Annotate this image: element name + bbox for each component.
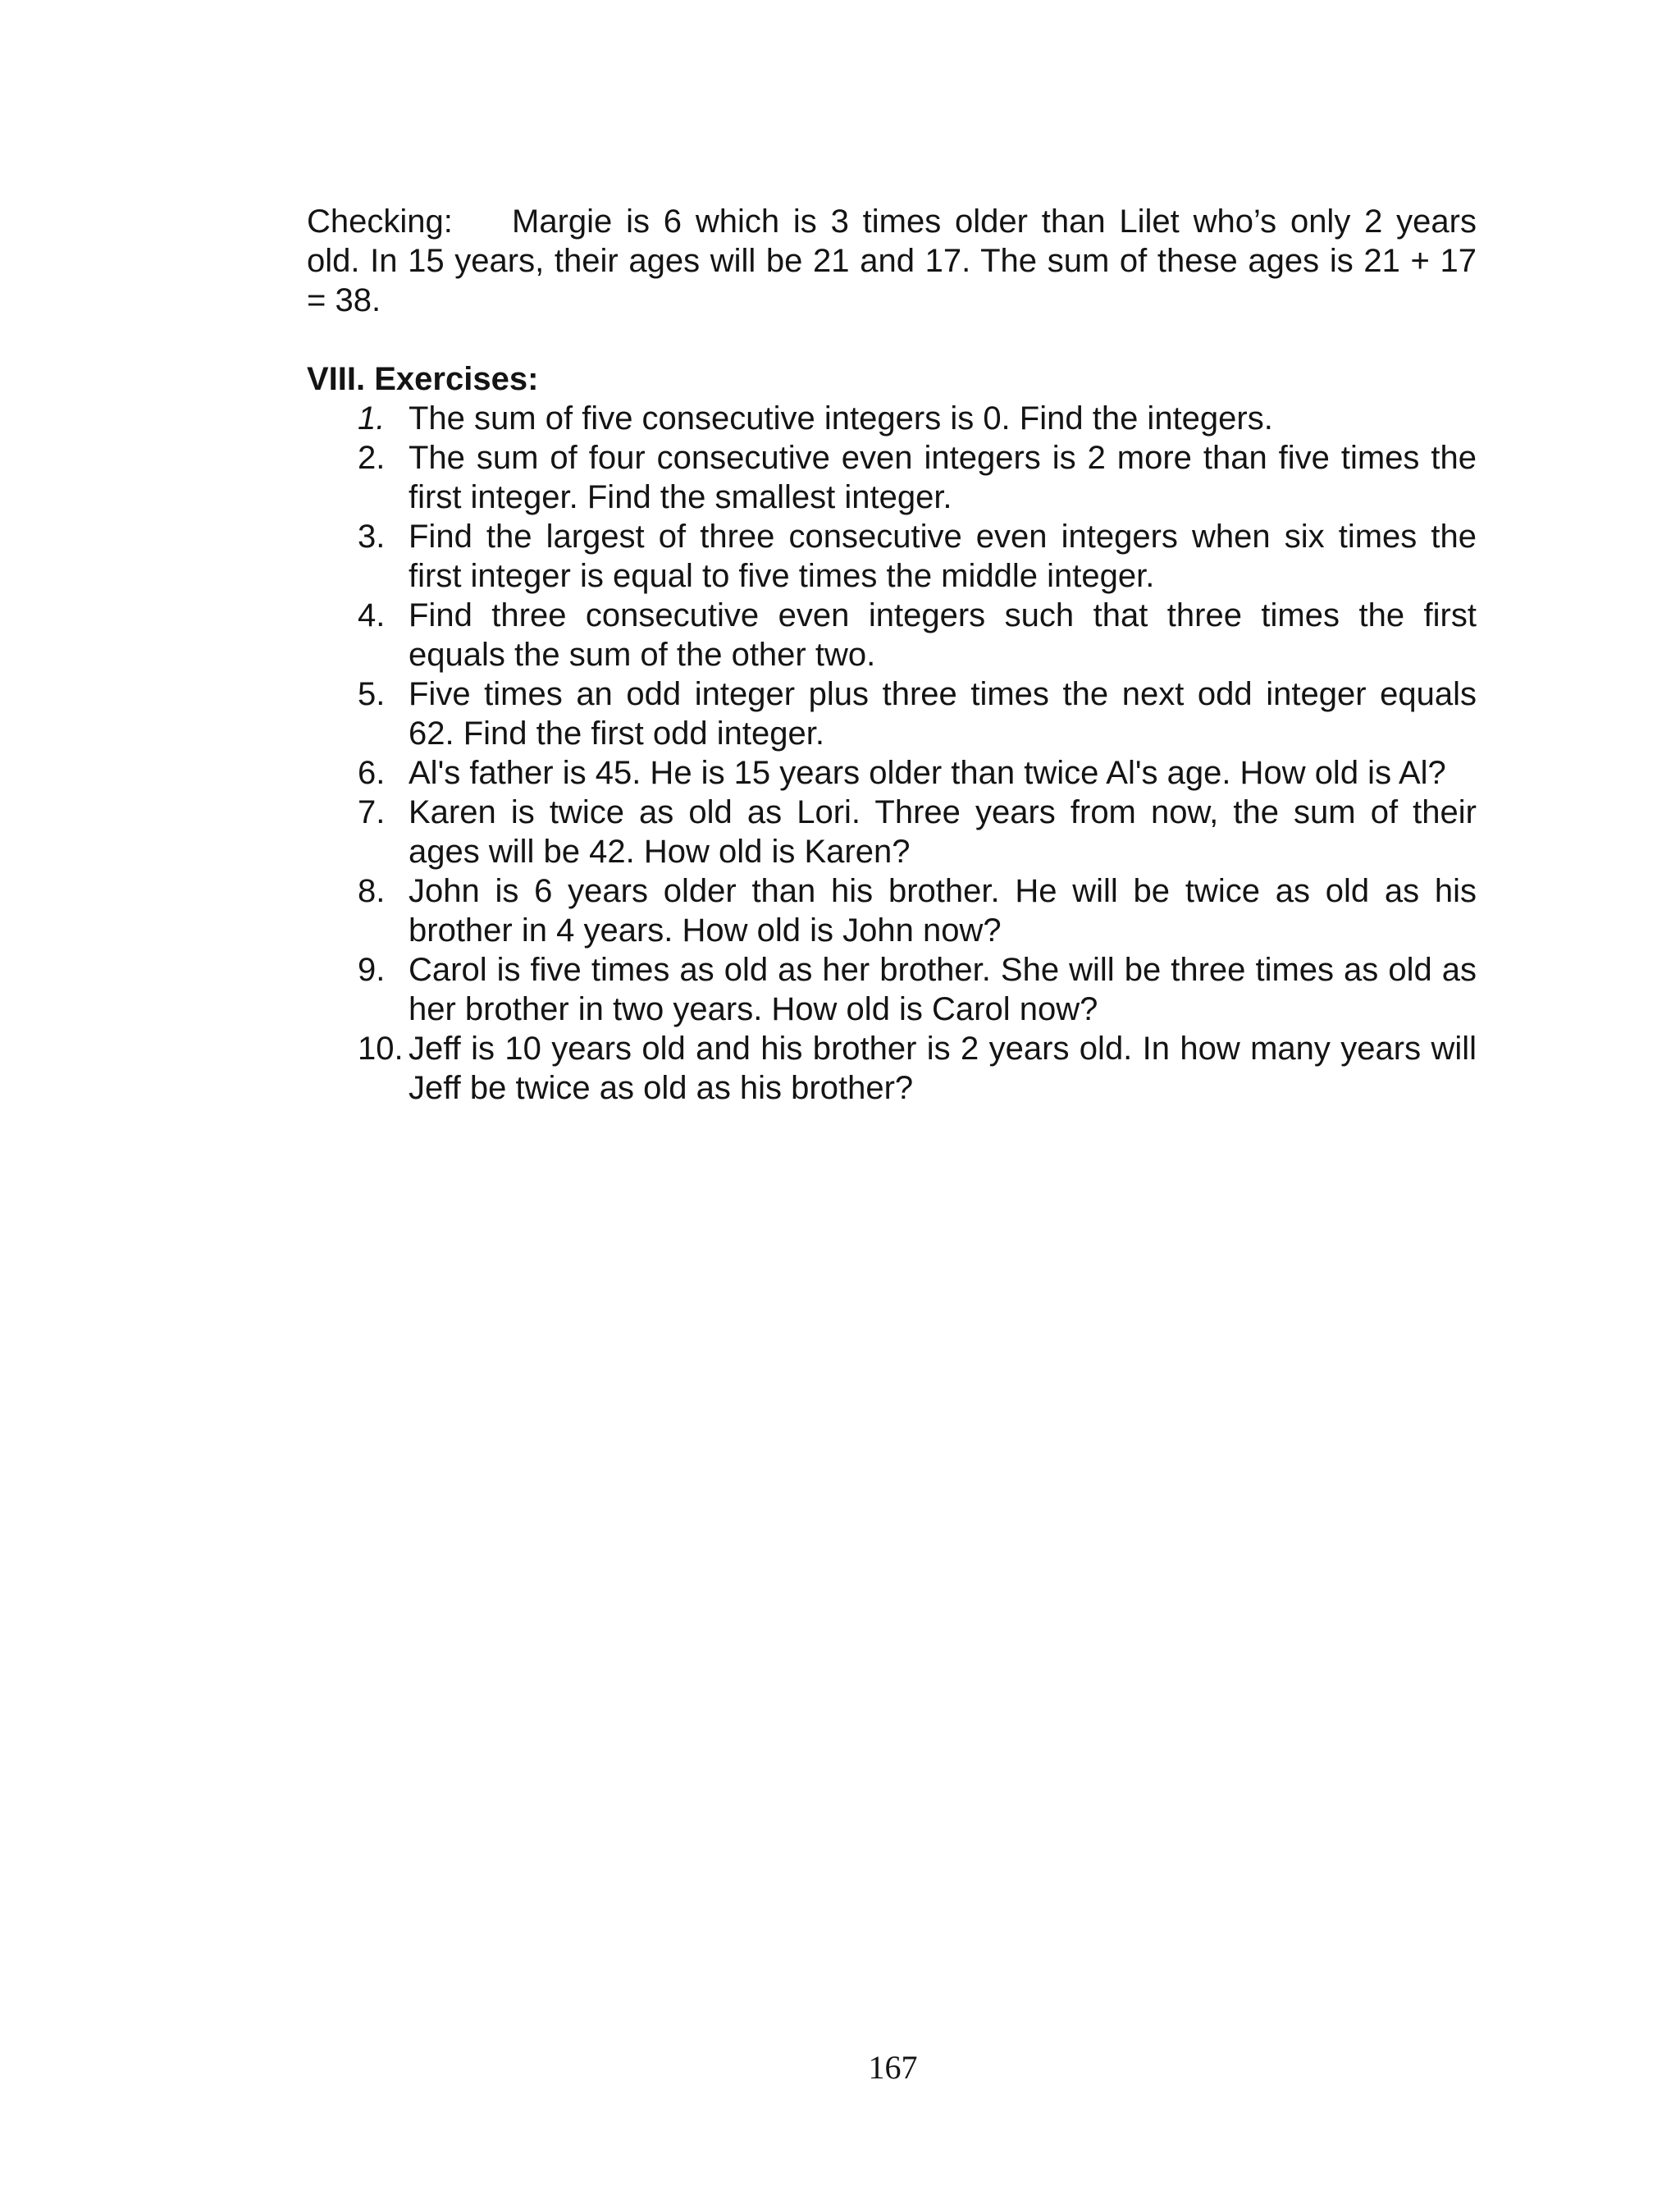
exercise-number: 4. <box>358 597 386 633</box>
exercise-number: 1. <box>358 400 386 437</box>
exercise-item <box>307 753 1477 793</box>
exercise-text: John is 6 years older than his brother. He will be twice as old as his brother in 4 years. How old is John now? <box>409 873 1477 949</box>
exercise-text: The sum of four consecutive even integers is 2 more than five times the first integer. Find the smallest integer. <box>409 440 1477 515</box>
exercise-item <box>307 950 1477 1029</box>
exercise-item <box>307 793 1477 871</box>
exercise-text: Jeff is 10 years old and his brother is 2 years old. In how many years will Jeff be twice as old as his brother? <box>409 1031 1477 1106</box>
checking-label: Checking: <box>307 203 453 240</box>
exercise-item <box>307 871 1477 950</box>
exercise-item <box>307 596 1477 674</box>
exercise-text: Al's father is 45. He is 15 years older than twice Al's age. How old is Al? <box>409 755 1446 791</box>
exercise-number: 8. <box>358 873 386 909</box>
exercise-number: 2. <box>358 440 386 476</box>
exercise-number: 7. <box>358 794 386 830</box>
exercise-number: 3. <box>358 519 386 555</box>
exercise-item <box>307 517 1477 596</box>
exercise-text: Find three consecutive even integers such that three times the first equals the sum of the other two. <box>409 597 1477 673</box>
page-number: 167 <box>868 2049 918 2086</box>
exercise-text: Karen is twice as old as Lori. Three years from now, the sum of their ages will be 42. How old is Karen? <box>409 794 1477 870</box>
exercise-text: The sum of five consecutive integers is 0. Find the integers. <box>409 400 1273 437</box>
checking-text: Margie is 6 which is 3 times older than Lilet who’s only 2 years old. In 15 years, their ages will be 21 and 17. The sum of these ages is 21 + 17 = 38. <box>307 203 1477 318</box>
exercise-list <box>307 399 1477 1108</box>
exercise-item <box>307 674 1477 753</box>
exercise-item <box>307 438 1477 517</box>
page-content <box>307 202 1477 1108</box>
exercise-text: Carol is five times as old as her brother. She will be three times as old as her brother in two years. How old is Carol now? <box>409 952 1477 1027</box>
exercise-item <box>307 1029 1477 1108</box>
checking-paragraph <box>307 202 1477 320</box>
exercise-number: 9. <box>358 952 386 988</box>
exercise-number: 10. <box>358 1031 404 1067</box>
exercise-number: 5. <box>358 676 386 712</box>
exercise-text: Five times an odd integer plus three times the next odd integer equals 62. Find the first odd integer. <box>409 676 1477 752</box>
exercise-text: Find the largest of three consecutive even integers when six times the first integer is equal to five times the middle integer. <box>409 519 1477 594</box>
exercise-number: 6. <box>358 755 386 791</box>
exercise-item <box>307 399 1477 438</box>
exercises-heading: VIII. Exercises: <box>307 361 539 397</box>
